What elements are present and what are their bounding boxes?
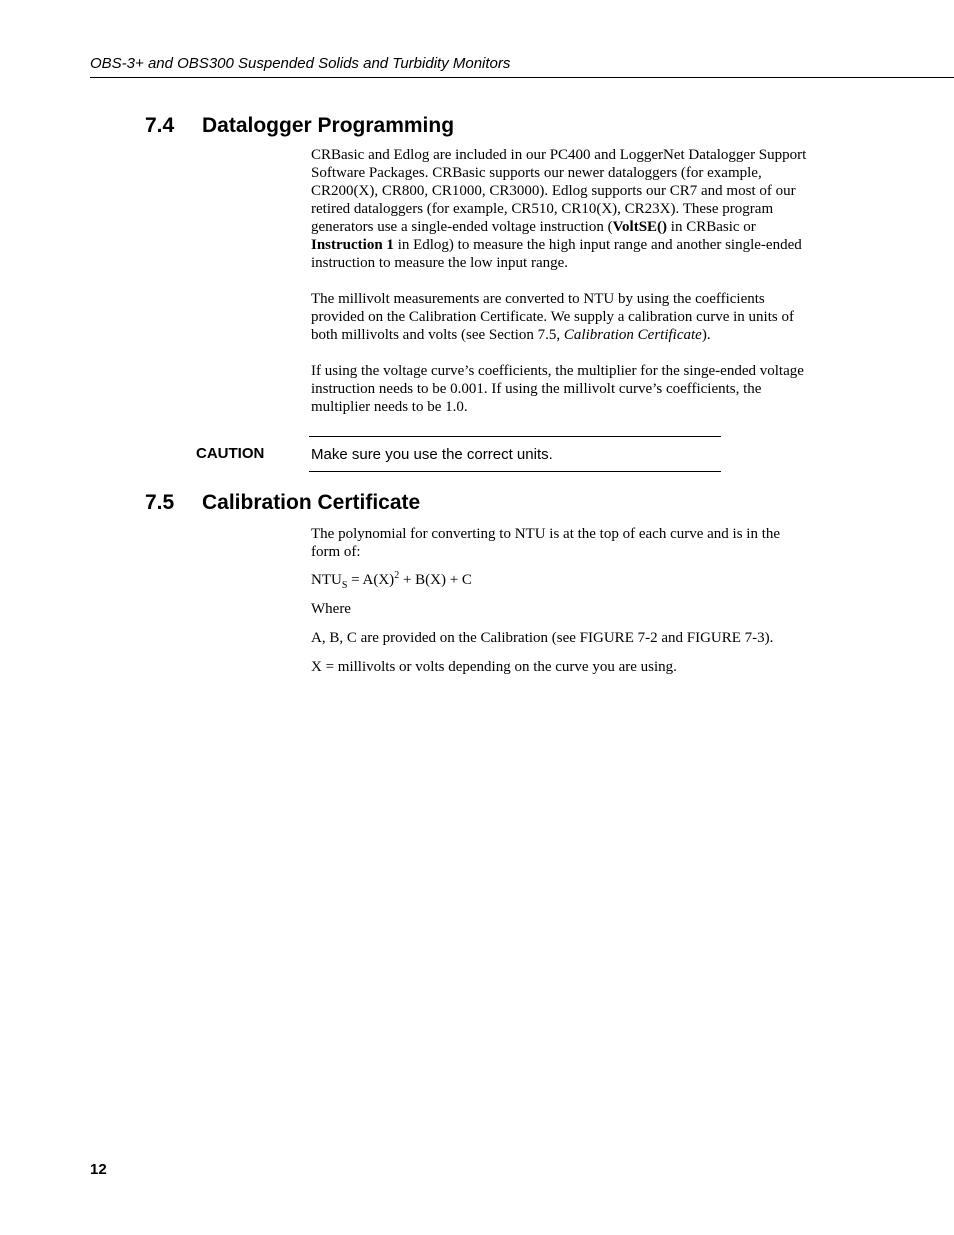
section-7-5-body	[311, 525, 811, 676]
page-number: 12	[90, 1161, 107, 1178]
section-number: 7.5	[145, 491, 175, 514]
running-header-title: OBS-3+ and OBS300 Suspended Solids and Turbidity Monitors	[90, 55, 511, 72]
section-7-4-body	[311, 146, 811, 416]
bold-voltse: VoltSE()	[612, 219, 668, 235]
paragraph-multiplier: If using the voltage curve’s coefficients, the multiplier for the singe-ended voltage instruction needs to be 0.001. If using the millivolt curve’s coefficients, the multiplier needs to be 1.0.	[311, 363, 804, 415]
paragraph-polynomial: The polynomial for converting to NTU is at the top of each curve and is in the form of:	[311, 526, 781, 560]
formula: $NTU_S = A(X)^2 + B(X) + C$	[311, 570, 472, 591]
caution-box	[309, 436, 721, 472]
running-header	[90, 55, 954, 78]
section-title: Calibration Certificate	[202, 491, 421, 514]
section-title: Datalogger Programming	[202, 114, 455, 137]
paragraph-x-definition: X = millivolts or volts depending on the curve you are using.	[311, 659, 677, 675]
paragraph-crbasic-edlog: CRBasic and Edlog are included in our PC400 and LoggerNet Datalogger Support Software Packages. CRBasic supports our newer dataloggers (for example, CR200(X), CR800, CR1000, CR3000). Edlog supports our CR7 and most of our retired dataloggers (for example, CR510, CR10(X), CR23X). These program generators use a single-ended voltage instruction (VoltSE() in CRBasic or Instruction 1 in Edlog) to measure the high input range and another single-ended instruction to measure the low input range.	[311, 147, 807, 271]
paragraph-where: Where	[311, 601, 351, 617]
bold-instruction-1: Instruction 1	[311, 237, 394, 253]
caution-label: CAUTION	[196, 445, 265, 462]
paragraph-abc: A, B, C are provided on the Calibration (see FIGURE 7-2 and FIGURE 7-3).	[311, 630, 774, 646]
caution-text: Make sure you use the correct units.	[311, 446, 553, 463]
paragraph-millivolt-conversion: The millivolt measurements are converted to NTU by using the coefficients provided on the Calibration Certificate. We supply a calibration curve in units of both millivolts and volts (see Section 7.5, Calibration Certificate).	[311, 291, 794, 343]
section-heading-7-5	[145, 490, 420, 516]
italic-reference: Calibration Certificate	[563, 327, 702, 343]
section-number: 7.4	[145, 114, 175, 137]
section-heading-7-4	[145, 113, 454, 139]
